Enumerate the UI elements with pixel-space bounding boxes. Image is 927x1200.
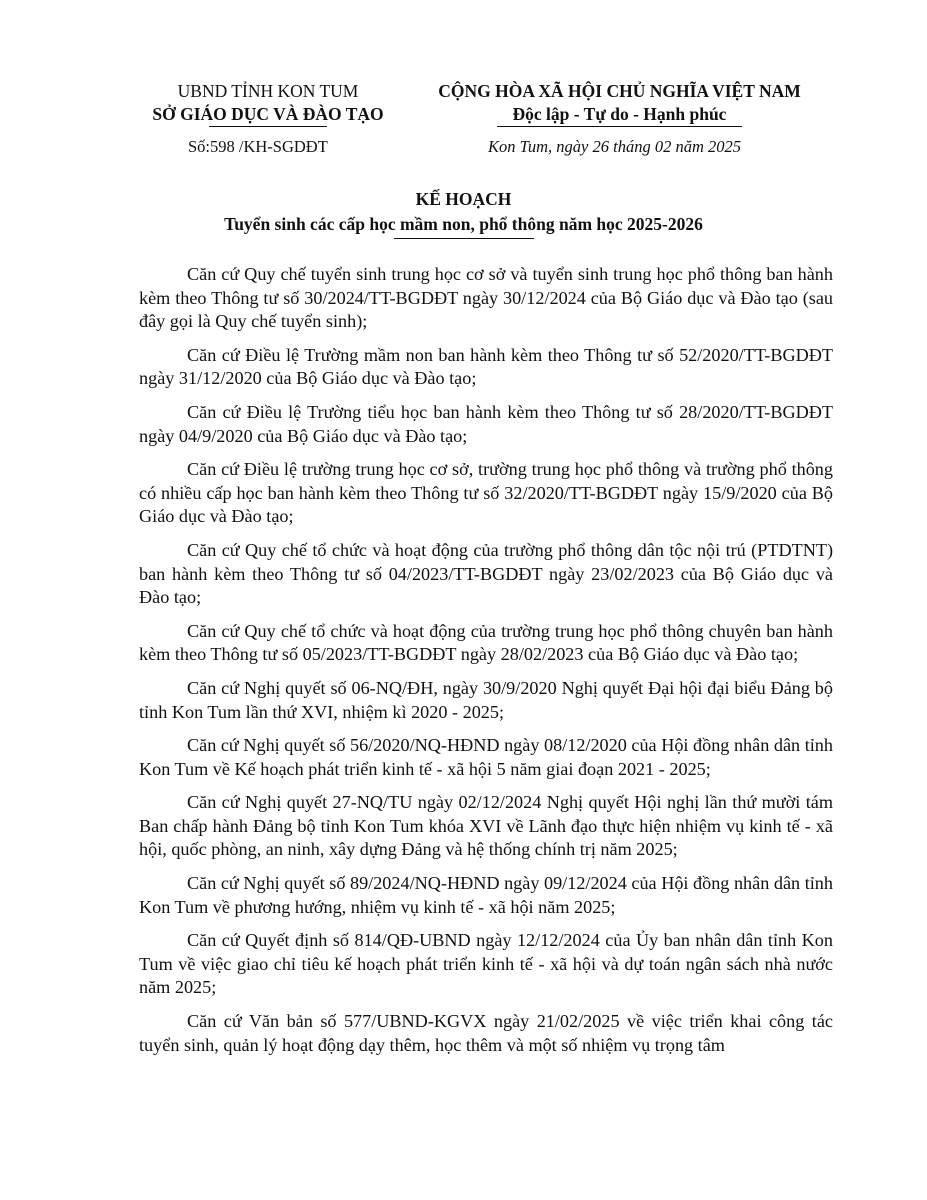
title-underline [394,238,534,239]
issue-place-date: Kon Tum, ngày 26 tháng 02 năm 2025 [488,137,742,156]
issuing-agency: SỞ GIÁO DỤC VÀ ĐÀO TẠO [152,104,384,124]
parent-agency: UBND TỈNH KON TUM [177,81,359,101]
national-title: CỘNG HÒA XÃ HỘI CHỦ NGHĨA VIỆT NAM [438,81,801,101]
legal-basis-paragraph: Căn cứ Điều lệ Trường mầm non ban hành kèm theo Thông tư số 52/2020/TT-BGDĐT ngày 31/12/2020 của Bộ Giáo dục và Đào tạo; [139,344,833,389]
legal-basis-paragraph: Căn cứ Điều lệ trường trung học cơ sở, trường trung học phổ thông và trường phổ thông có nhiều cấp học ban hành kèm theo Thông tư số 32/2020/TT-BGDĐT ngày 15/9/2020 của Bộ Giáo dục và Đào tạo; [139,459,833,527]
legal-basis-paragraph: Căn cứ Quy chế tổ chức và hoạt động của trường trung học phổ thông chuyên ban hành kèm theo Thông tư số 05/2023/TT-BGDĐT ngày 28/02/2023 của Bộ Giáo dục và Đào tạo; [139,620,833,665]
legal-basis-paragraph: Căn cứ Quy chế tuyển sinh trung học cơ sở và tuyển sinh trung học phổ thông ban hành kèm theo Thông tư số 30/2024/TT-BGDĐT ngày 30/12/2024 của Bộ Giáo dục và Đào tạo (sau đây gọi là Quy chế tuyển sinh); [139,264,833,332]
document-title: KẾ HOẠCH [415,189,512,209]
national-header-block [412,80,827,127]
legal-basis-paragraph: Căn cứ Nghị quyết số 56/2020/NQ-HĐND ngày 08/12/2020 của Hội đồng nhân dân tỉnh Kon Tum về Kế hoạch phát triển kinh tế - xã hội 5 năm giai đoạn 2021 - 2025; [139,735,833,779]
legal-basis-paragraph: Căn cứ Quy chế tổ chức và hoạt động của trường phổ thông dân tộc nội trú (PTDTNT) ban hành kèm theo Thông tư số 04/2023/TT-BGDĐT ngày 23/02/2023 của Bộ Giáo dục và Đào tạo; [139,539,833,608]
legal-basis-paragraph: Căn cứ Văn bản số 577/UBND-KGVX ngày 21/02/2025 về việc triển khai công tác tuyển sinh, quản lý hoạt động dạy thêm, học thêm và một số nhiệm vụ trọng tâm [139,1011,833,1055]
document-subtitle: Tuyển sinh các cấp học mầm non, phổ thông năm học 2025-2026 [224,214,703,234]
national-motto: Độc lập - Tự do - Hạnh phúc [512,104,727,124]
legal-basis-paragraph: Căn cứ Quyết định số 814/QĐ-UBND ngày 12/12/2024 của Ủy ban nhân dân tỉnh Kon Tum về việc giao chỉ tiêu kế hoạch phát triển kinh tế - xã hội và dự toán ngân sách nhà nước năm 2025; [139,930,833,998]
legal-basis-paragraph: Căn cứ Nghị quyết số 06-NQ/ĐH, ngày 30/9/2020 Nghị quyết Đại hội đại biểu Đảng bộ tỉnh Kon Tum lần thứ XVI, nhiệm kì 2020 - 2025; [139,677,833,722]
issuing-agency-block [118,80,418,127]
legal-basis-paragraph: Căn cứ Nghị quyết 27-NQ/TU ngày 02/12/2024 Nghị quyết Hội nghị lần thứ mười tám Ban chấp hành Đảng bộ tỉnh Kon Tum khóa XVI về Lãnh đạo thực hiện nhiệm vụ kinh tế - xã hội, quốc phòng, an ninh, xây dựng Đảng và hệ thống chính trị năm 2025; [139,792,833,860]
legal-basis-paragraph: Căn cứ Nghị quyết số 89/2024/NQ-HĐND ngày 09/12/2024 của Hội đồng nhân dân tỉnh Kon Tum về phương hướng, nhiệm vụ kinh tế - xã hội năm 2025; [139,873,833,917]
document-title-block [0,188,927,239]
reference-number: Số:598 /KH-SGDĐT [188,137,328,156]
document-body [139,263,833,1057]
legal-basis-paragraph: Căn cứ Điều lệ Trường tiểu học ban hành kèm theo Thông tư số 28/2020/TT-BGDĐT ngày 04/9/2020 của Bộ Giáo dục và Đào tạo; [139,401,833,446]
motto-underline [497,126,742,127]
agency-underline [209,126,327,127]
